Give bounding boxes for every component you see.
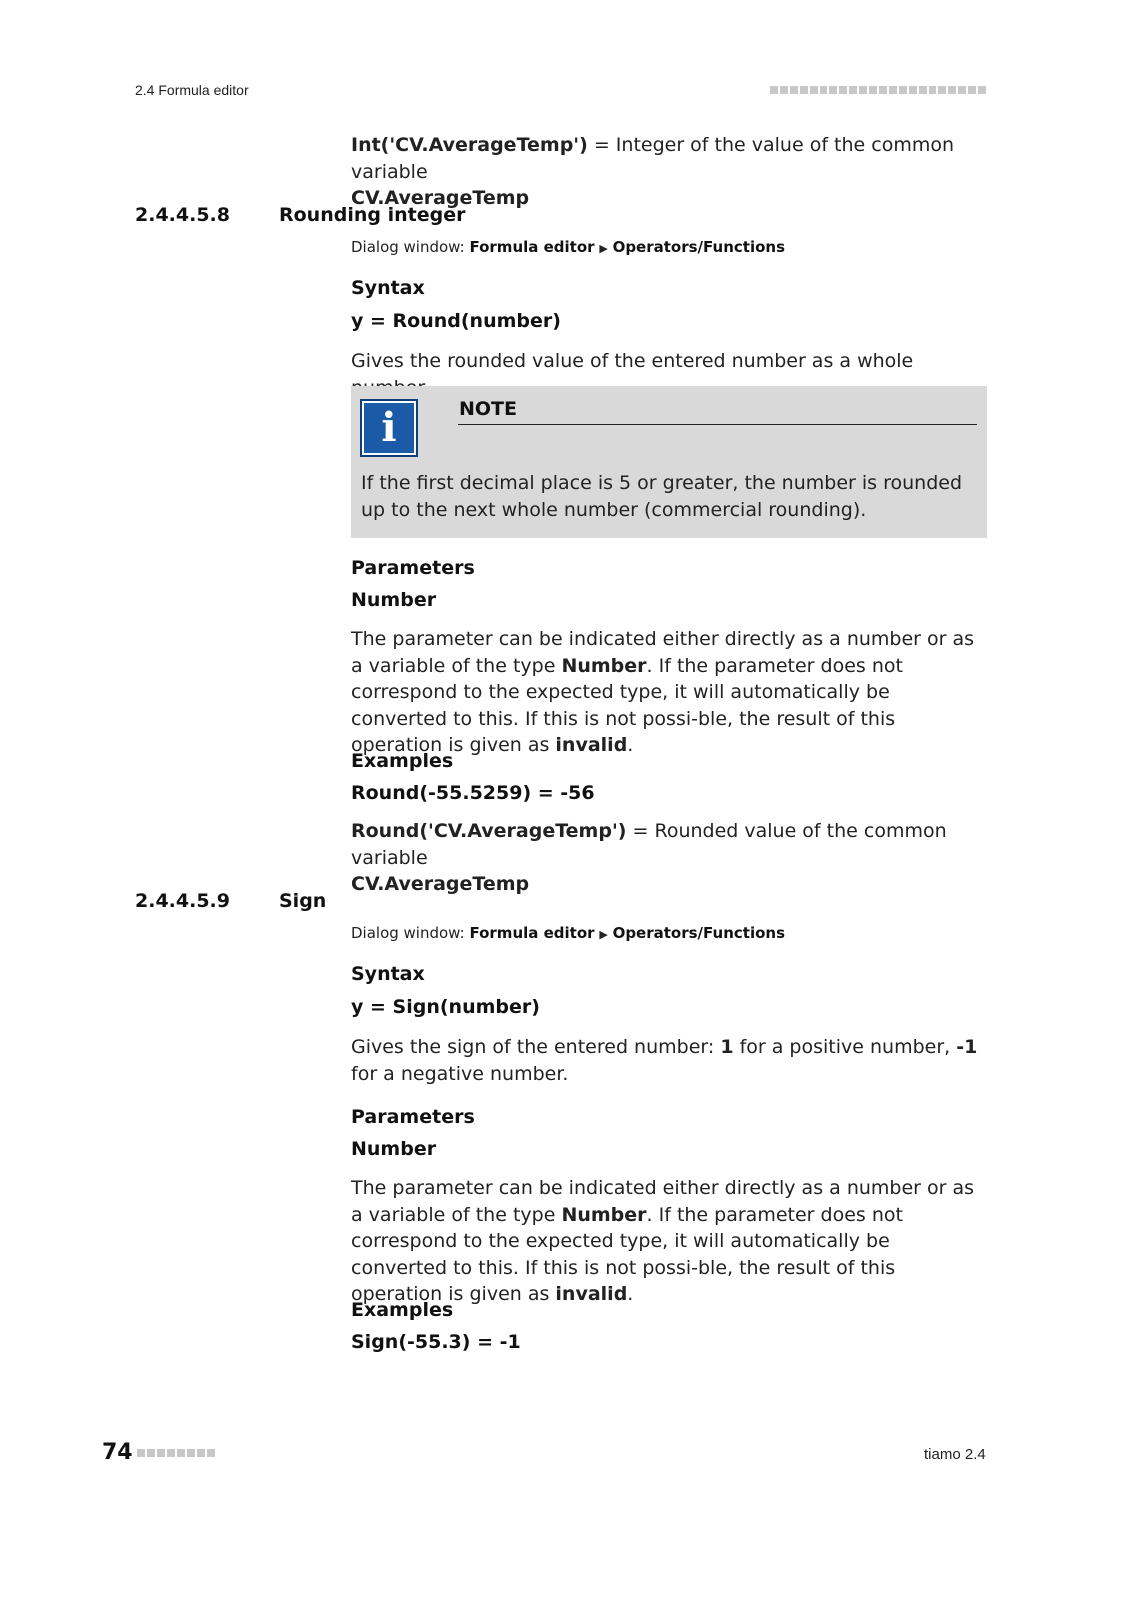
example-2 bbox=[351, 818, 987, 898]
examples-heading: Examples bbox=[351, 750, 454, 772]
intro-text: = Integer of the value of the common variable bbox=[351, 134, 955, 183]
product-name: tiamo 2.4 bbox=[924, 1446, 986, 1463]
desc-negative: -1 bbox=[956, 1036, 978, 1058]
header-decoration bbox=[770, 86, 986, 94]
param-text: . If the parameter does not correspond to the expected type, it will automatically be converted to this. If this is not possi-ble, the result of this operation is given as bbox=[351, 1203, 903, 1305]
page-number: 74 bbox=[102, 1440, 133, 1465]
dialog-path-1: Formula editor bbox=[469, 924, 595, 942]
intro-example bbox=[351, 132, 987, 212]
dialog-prefix: Dialog window: bbox=[351, 238, 470, 256]
examples-heading: Examples bbox=[351, 1299, 454, 1321]
dialog-path-2: Operators/Functions bbox=[612, 924, 785, 942]
desc-text: for a positive number, bbox=[733, 1036, 957, 1058]
param-text: The parameter can be indicated either directly as a number or as a variable of the type bbox=[351, 1177, 975, 1226]
section-title: Rounding integer bbox=[279, 204, 466, 226]
section-number: 2.4.4.5.9 bbox=[135, 890, 230, 912]
syntax-code: y = Round(number) bbox=[351, 310, 561, 332]
dialog-path-2: Operators/Functions bbox=[612, 238, 785, 256]
running-header: 2.4 Formula editor bbox=[135, 82, 249, 98]
intro-code: Int('CV.AverageTemp') bbox=[351, 134, 588, 156]
param-type: Number bbox=[561, 654, 647, 677]
example-2-code: Round('CV.AverageTemp') bbox=[351, 820, 627, 842]
example-2-var: CV.AverageTemp bbox=[351, 873, 530, 895]
param-invalid: invalid bbox=[555, 1283, 628, 1305]
intro-var: CV.AverageTemp bbox=[351, 187, 530, 209]
syntax-heading: Syntax bbox=[351, 277, 425, 299]
parameter-name: Number bbox=[351, 589, 437, 611]
description: Gives the rounded value of the entered number as a whole bbox=[351, 350, 914, 372]
param-text: The parameter can be indicated either directly as a number or as a variable of the type bbox=[351, 628, 975, 677]
dialog-path-1: Formula editor bbox=[469, 238, 595, 256]
parameters-heading: Parameters bbox=[351, 557, 475, 579]
example-2-text: = Rounded value of the common variable bbox=[351, 820, 947, 869]
note-box bbox=[351, 386, 987, 538]
param-invalid: invalid bbox=[555, 734, 628, 756]
dialog-path bbox=[351, 924, 987, 942]
param-text: . bbox=[627, 1283, 634, 1305]
param-text: . bbox=[627, 734, 634, 756]
dialog-path bbox=[351, 238, 987, 256]
note-divider bbox=[458, 424, 977, 425]
example-1: Round(-55.5259) = -56 bbox=[351, 782, 595, 804]
example-1: Sign(-55.3) = -1 bbox=[351, 1331, 521, 1353]
note-title: NOTE bbox=[459, 398, 517, 420]
desc-positive: 1 bbox=[720, 1036, 734, 1058]
param-type: Number bbox=[561, 1203, 647, 1226]
desc-text: for a negative number. bbox=[351, 1062, 569, 1085]
desc-text: Gives the sign of the entered number: bbox=[351, 1036, 721, 1058]
section-title: Sign bbox=[279, 890, 327, 912]
description bbox=[351, 1034, 987, 1087]
dialog-prefix: Dialog window: bbox=[351, 924, 470, 942]
syntax-heading: Syntax bbox=[351, 963, 425, 985]
parameter-name: Number bbox=[351, 1138, 437, 1160]
info-icon: i bbox=[361, 400, 417, 456]
parameters-heading: Parameters bbox=[351, 1106, 475, 1128]
syntax-code: y = Sign(number) bbox=[351, 996, 540, 1018]
section-number: 2.4.4.5.8 bbox=[135, 204, 230, 226]
arrow-right-icon: ▶ bbox=[599, 928, 608, 941]
arrow-right-icon: ▶ bbox=[599, 242, 608, 255]
footer-decoration bbox=[137, 1449, 217, 1457]
parameter-description bbox=[351, 626, 987, 759]
param-text: . If the parameter does not correspond to the expected type, it will automatically be converted to this. If this is not possi-ble, the result of this operation is given as bbox=[351, 654, 903, 756]
note-text: If the first decimal place is 5 or greater, the number is rounded up to the next whole number (commercial rounding). bbox=[361, 472, 963, 521]
parameter-description bbox=[351, 1175, 987, 1308]
